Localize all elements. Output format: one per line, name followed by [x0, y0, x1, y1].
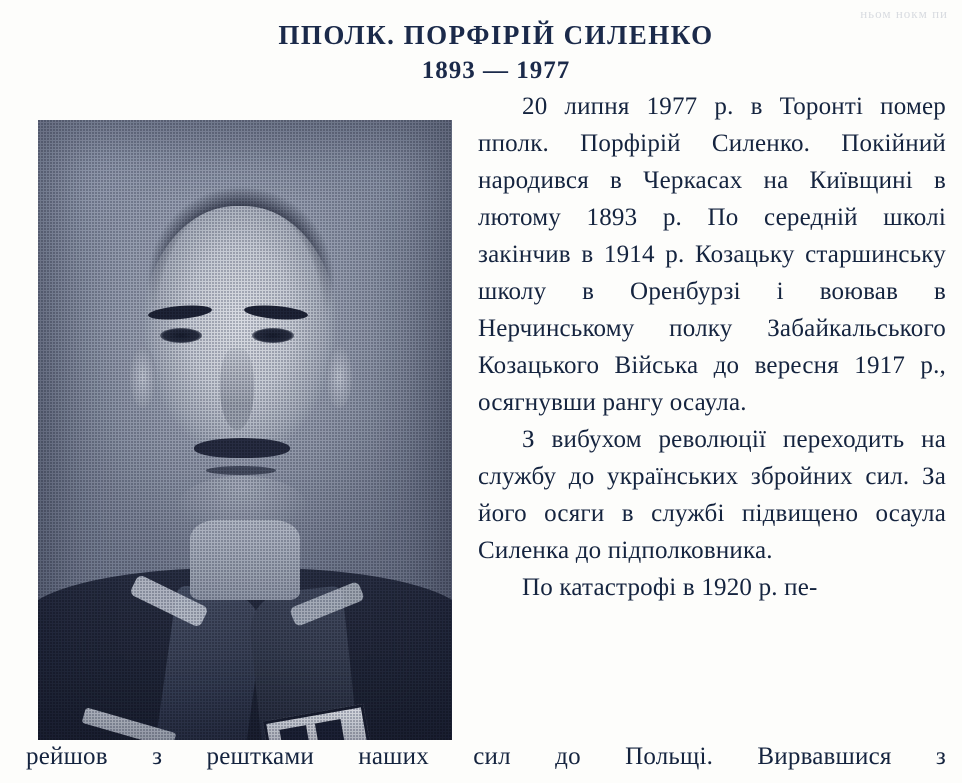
- article-text-column: [478, 88, 946, 606]
- portrait-image: [38, 120, 452, 740]
- full-width-continuation-line: рейшов з рештками наших сил до Польщі. Вирвавшися з: [26, 743, 946, 770]
- paragraph-2: З вибухом революції переходить на службу до українських збройних сил. За його осяги в службі підвищено осаула Силенка до підполковника.: [478, 426, 946, 564]
- paragraph-3: По катастрофі в 1920 р. пе-: [522, 574, 818, 601]
- title-block: [0, 20, 962, 85]
- photo-vignette: [38, 120, 452, 740]
- paragraph-1: 20 липня 1977 р. в Торонті помер пполк. Порфірій Силенко. Покійний народився в Черкасах на Київщині в лютому 1893 р. По середній школі закінчив в 1914 р. Козацьку старшинську школу в Оренбурзі і воював в Нерчинському полку Забайкальського Козацького Війська до вересня 1917 р., осягнувши рангу осаула.: [478, 93, 946, 416]
- portrait-photo: [38, 120, 452, 740]
- article-dates: 1893 — 1977: [421, 57, 571, 84]
- article-title: ППОЛК. ПОРФІРІЙ СИЛЕНКО: [278, 20, 714, 50]
- scan-bleed-text: ньом нокм пи: [860, 6, 948, 21]
